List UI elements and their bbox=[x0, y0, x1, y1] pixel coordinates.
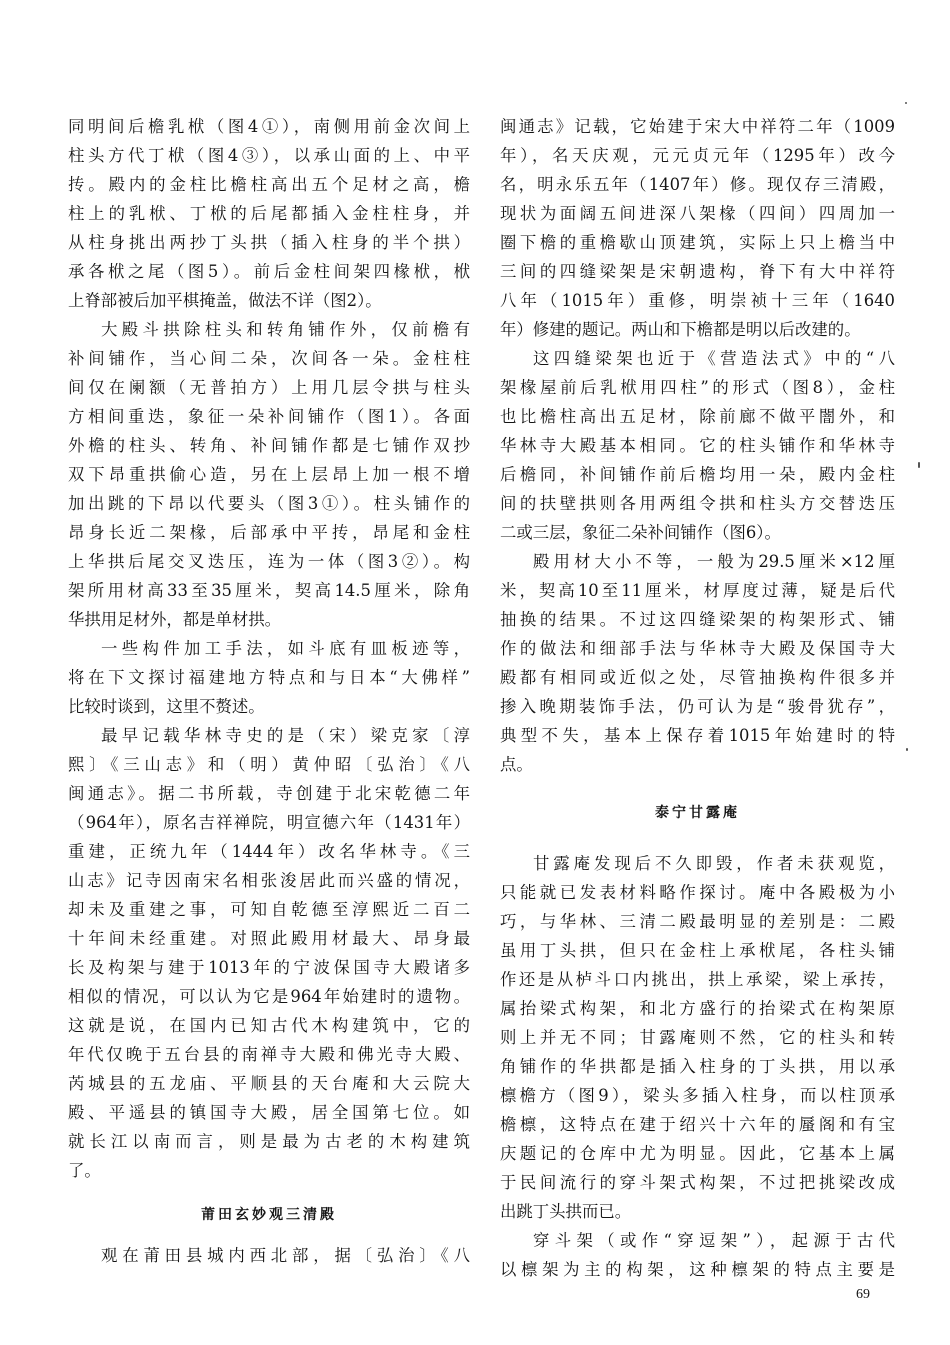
left-paragraph bbox=[68, 315, 470, 634]
text-line: 这四缝梁架也近于《营造法式》中的“八 bbox=[533, 349, 895, 368]
text-line: 将在下文探讨福建地方特点和与日本“大佛样” bbox=[68, 668, 470, 687]
text-line: 作还是从栌斗口内挑出，拱上承梁，梁上承抟， bbox=[500, 970, 895, 989]
text-line: 上脊部被后加平棋掩盖，做法不详（图2）。 bbox=[68, 291, 382, 310]
text-line: 熙〕《三山志》和（明）黄仲昭〔弘治〕《八 bbox=[68, 755, 470, 774]
text-line: 檩檐方（图9），梁头多插入柱身，而以柱顶承 bbox=[500, 1086, 895, 1105]
text-line: 外檐的柱头、转角、补间铺作都是七铺作双抄 bbox=[68, 436, 470, 455]
text-line: 以檩架为主的构架，这种檩架的特点主要是 bbox=[500, 1260, 895, 1279]
text-line: 巧，与华林、三清二殿最明显的差别是：二殿 bbox=[500, 912, 895, 931]
text-line: 年）修建的题记。两山和下檐都是明以后改建的。 bbox=[500, 320, 861, 339]
right-section-paragraph bbox=[500, 849, 895, 1226]
text-line: 就长江以南而言，则是最为古老的木构建筑 bbox=[68, 1132, 470, 1151]
text-line: 闽通志》。据二书所载，寺创建于北宋乾德二年 bbox=[68, 784, 470, 803]
text-line: 作的做法和细部手法与华林寺大殿及保国寺大 bbox=[500, 639, 895, 658]
text-line: 观在莆田县城内西北部，据〔弘治〕《八 bbox=[101, 1246, 470, 1265]
text-line: 从柱身挑出两抄丁头拱（插入柱身的半个拱） bbox=[68, 233, 470, 252]
left-paragraph bbox=[68, 634, 470, 721]
left-paragraph bbox=[68, 112, 470, 315]
text-line: 昂身长近二架椽，后部承中平抟，昂尾和金柱 bbox=[68, 523, 470, 542]
text-line: 则上并无不同；甘露庵则不然，它的柱头和转 bbox=[500, 1028, 895, 1047]
text-line: 点。 bbox=[500, 755, 533, 774]
text-line: 后檐同，补间铺作前后檐均用一朵，殿内金柱 bbox=[500, 465, 895, 484]
right-section-paragraph bbox=[500, 1226, 895, 1284]
text-line: 架椽屋前后乳栿用四柱”的形式（图8），金柱 bbox=[500, 378, 895, 397]
text-line: 三间的四缝梁架是宋朝遗构，脊下有大中祥符 bbox=[500, 262, 895, 281]
scan-speck bbox=[918, 462, 920, 468]
text-line: 殿、平遥县的镇国寺大殿，居全国第七位。如 bbox=[68, 1103, 470, 1122]
text-line: 补间铺作，当心间二朵，次间各一朵。金柱柱 bbox=[68, 349, 470, 368]
text-line: 了。 bbox=[68, 1161, 101, 1180]
text-line: 年），名天庆观，元元贞元年（1295年）改今 bbox=[500, 146, 895, 165]
left-column bbox=[68, 112, 470, 1270]
section-heading-xuanmiaoguan: 莆田玄妙观三清殿 bbox=[201, 1207, 337, 1223]
text-line: 殿都有相同或近似之处，尽管抽换构件很多并 bbox=[500, 668, 895, 687]
text-line: 米，契高10至11厘米，材厚度过薄，疑是后代 bbox=[500, 581, 895, 600]
text-line: 闽通志》记载，它始建于宋大中祥符二年（1009 bbox=[500, 117, 895, 136]
text-line: 十年间未经重建。对照此殿用材最大、昂身最 bbox=[68, 929, 470, 948]
text-line: 出跳丁头拱而已。 bbox=[500, 1202, 632, 1221]
scan-speck bbox=[906, 748, 908, 751]
left-paragraph bbox=[68, 721, 470, 1185]
text-line: 也比檐柱高出五足材，除前廊不做平闇外，和 bbox=[500, 407, 895, 426]
text-line: 加出跳的下昂以代要头（图3①）。柱头铺作的 bbox=[68, 494, 470, 513]
text-line: 华林寺大殿基本相同。它的柱头铺作和华林寺 bbox=[500, 436, 895, 455]
right-column bbox=[500, 112, 895, 1284]
right-paragraph bbox=[500, 344, 895, 547]
text-line: 柱头方代丁栿（图4③），以承山面的上、中平 bbox=[68, 146, 470, 165]
page-number: 69 bbox=[856, 1287, 870, 1302]
text-line: 穿斗架（或作“穿逗架”），起源于古代 bbox=[533, 1231, 895, 1250]
text-line: 只能就已发表材料略作探讨。庵中各殿极为小 bbox=[500, 883, 895, 902]
text-line: 一些构件加工手法，如斗底有皿板迹等， bbox=[101, 639, 470, 658]
text-line: 八年（1015年）重修，明崇祯十三年（1640 bbox=[500, 291, 895, 310]
text-line: 华拱用足材外，都是单材拱。 bbox=[68, 610, 282, 629]
text-line: 这就是说，在国内已知古代木构建筑中，它的 bbox=[68, 1016, 470, 1035]
text-line: 柱上的乳栿、丁栿的后尾都插入金柱柱身，并 bbox=[68, 204, 470, 223]
text-line: 同明间后檐乳栿（图4①），南侧用前金次间上 bbox=[68, 117, 470, 136]
text-line: 抽换的结果。不过这四缝梁架的构架形式、铺 bbox=[500, 610, 895, 629]
text-line: 方相间重迭，象征一朵补间铺作（图1）。各面 bbox=[68, 407, 470, 426]
text-line: 山志》记寺因南宋名相张浚居此而兴盛的情况， bbox=[68, 871, 470, 890]
text-line: 承各栿之尾（图5）。前后金柱间架四椽栿，栿 bbox=[68, 262, 470, 281]
text-line: 间的扶壁拱则各用两组令拱和柱头方交替迭压 bbox=[500, 494, 895, 513]
text-line: 殿用材大小不等，一般为29.5厘米×12厘 bbox=[533, 552, 895, 571]
text-line: 名，明永乐五年（1407年）修。现仅存三清殿， bbox=[500, 175, 895, 194]
text-line: 于民间流行的穿斗架式构架，不过把挑梁改成 bbox=[500, 1173, 895, 1192]
right-paragraph bbox=[500, 112, 895, 344]
text-line: 芮城县的五龙庙、平顺县的天台庵和大云院大 bbox=[68, 1074, 470, 1093]
text-line: 年代仅晚于五台县的南禅寺大殿和佛光寺大殿、 bbox=[68, 1045, 470, 1064]
text-line: 相似的情况，可以认为它是964年始建时的遗物。 bbox=[68, 987, 470, 1006]
text-line: 大殿斗拱除柱头和转角铺作外，仅前檐有 bbox=[101, 320, 470, 339]
text-line: 庆题记的仓库中尤为明显。因此，它基本上属 bbox=[500, 1144, 895, 1163]
text-line: 抟。殿内的金柱比檐柱高出五个足材之高，檐 bbox=[68, 175, 470, 194]
text-line: 重建，正统九年（1444年）改名华林寺。《三 bbox=[68, 842, 470, 861]
text-line: 架所用材高33至35厘米，契高14.5厘米，除角 bbox=[68, 581, 470, 600]
text-line: 间仅在阑额（无普拍方）上用几层令拱与柱头 bbox=[68, 378, 470, 397]
text-line: 却未及重建之事，可知自乾德至淳熙近二百二 bbox=[68, 900, 470, 919]
scan-speck bbox=[905, 102, 907, 104]
text-line: 双下昂重拱偷心造，另在上层昂上加一根不增 bbox=[68, 465, 470, 484]
text-line: 上华拱后尾交叉迭压，连为一体（图3②）。构 bbox=[68, 552, 470, 571]
text-line: 现状为面阔五间进深八架椽（四间）四周加一 bbox=[500, 204, 895, 223]
text-line: 檐檩，这特点在建于绍兴十六年的蜃阁和有宝 bbox=[500, 1115, 895, 1134]
text-line: 掺入晚期装饰手法，仍可认为是“骏骨犹存”， bbox=[500, 697, 895, 716]
text-line: 虽用丁头拱，但只在金柱上承栿尾，各柱头铺 bbox=[500, 941, 895, 960]
text-line: 二或三层，象征二朵补间铺作（图6）。 bbox=[500, 523, 781, 542]
text-line: 最早记载华林寺史的是（宋）梁克家〔淳 bbox=[101, 726, 470, 745]
section-heading-ganluan: 泰宁甘露庵 bbox=[655, 805, 740, 821]
text-line: 典型不失，基本上保存着1015年始建时的特 bbox=[500, 726, 895, 745]
text-line: （964年），原名吉祥禅院，明宣德六年（1431年） bbox=[68, 813, 470, 832]
right-paragraph bbox=[500, 547, 895, 779]
text-line: 甘露庵发现后不久即毁，作者未获观览， bbox=[533, 854, 895, 873]
text-line: 长及构架与建于1013年的宁波保国寺大殿诸多 bbox=[68, 958, 470, 977]
text-line: 角铺作的华拱都是插入柱身的丁头拱，用以承 bbox=[500, 1057, 895, 1076]
text-line: 属抬梁式构架，和北方盛行的抬梁式在构架原 bbox=[500, 999, 895, 1018]
text-line: 比较时谈到，这里不赘述。 bbox=[68, 697, 265, 716]
text-line: 圈下檐的重檐歇山顶建筑，实际上只上檐当中 bbox=[500, 233, 895, 252]
